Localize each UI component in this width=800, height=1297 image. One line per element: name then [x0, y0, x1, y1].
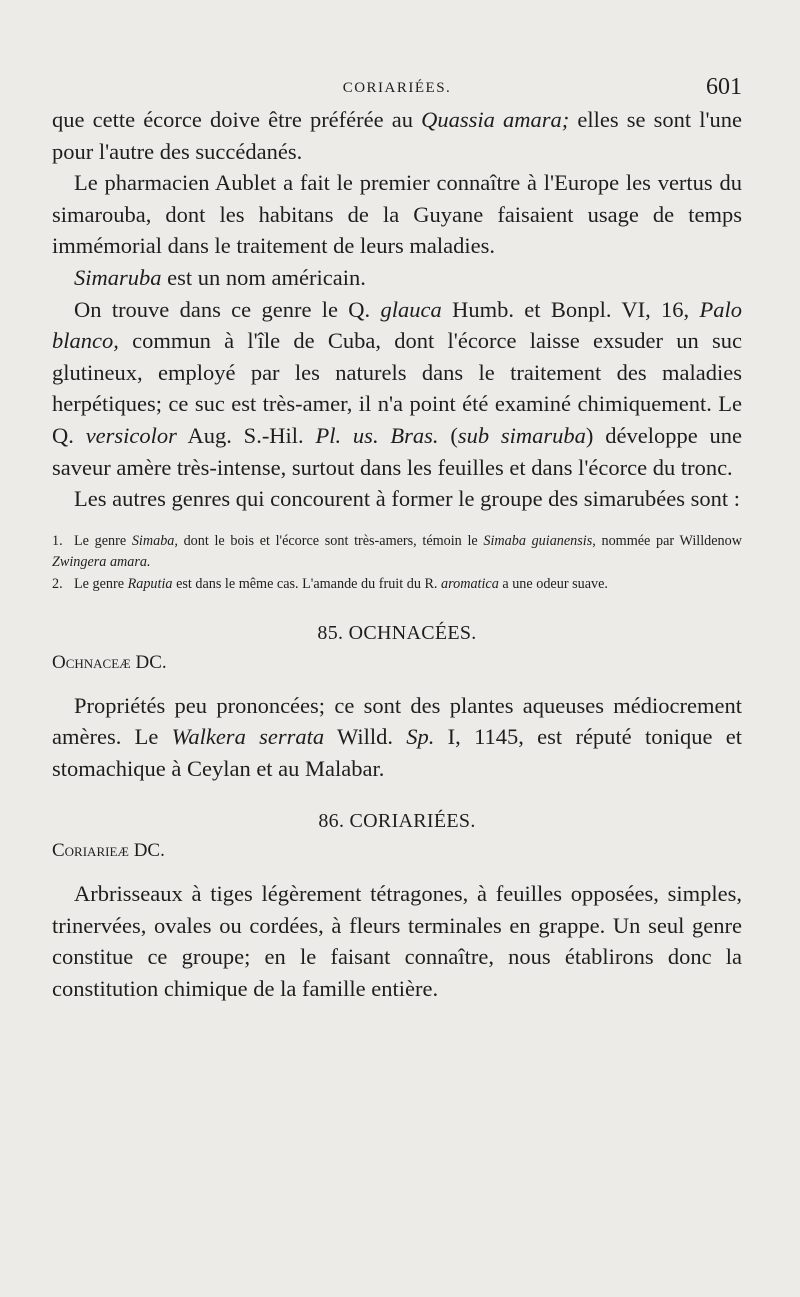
text-run: (: [438, 422, 458, 448]
text-run: Le genre: [74, 575, 128, 592]
italic-run: versicolor: [85, 422, 177, 448]
text-run: ) développe une saveur amère très-intense, surtout dans les feuilles et dans l'écorce du tronc.: [52, 422, 742, 480]
family-name-coriariees: Coriarieæ DC.: [52, 840, 165, 862]
text-run: est dans le même cas. L'amande du fruit du R.: [172, 575, 442, 592]
italic-run: Quassia amara;: [421, 107, 570, 132]
section-title-ochnacees: 85. OCHNACÉES.: [317, 621, 477, 644]
text-run: Le pharmacien Aublet a fait le premier connaître à l'Europe les vertus du simarouba, dont les habitans de la Guyane faisaient usage de temps immémorial dans le traitement de leurs maladies.: [52, 170, 742, 259]
italic-run: Simaba,: [131, 532, 178, 549]
paragraph-2: [52, 167, 742, 262]
text-run: dont le bois et l'écorce sont très-amers, témoin le: [177, 532, 484, 549]
text-run: a une odeur suave.: [498, 575, 608, 592]
paragraph-4: [52, 294, 742, 484]
paragraph-3: [52, 262, 742, 294]
paragraph-5: [52, 483, 742, 515]
italic-run: Sp.: [406, 724, 435, 750]
paragraph-ochnacees: [52, 690, 742, 785]
text-run: elles se sont l'une pour l'autre des succédanés.: [52, 107, 742, 164]
paragraph-coriariees: [52, 878, 742, 1004]
text-run: I, 1145, est réputé tonique et stomachique à Ceylan et au Malabar.: [52, 724, 742, 781]
italic-run: Simaruba: [74, 264, 162, 290]
paragraph-1: [52, 104, 742, 167]
page-header: [52, 74, 742, 104]
text-run: Willd.: [324, 724, 407, 750]
footnote-1: [52, 531, 742, 574]
page-number: 601: [706, 74, 742, 100]
italic-run: Pl. us. Bras.: [315, 422, 439, 448]
italic-run: Walkera serrata: [171, 724, 325, 750]
page-body: [52, 104, 742, 1005]
text-run: Les autres genres qui concourent à former le groupe des simarubées sont :: [74, 486, 741, 512]
text-run: Aug. S.-Hil.: [176, 422, 316, 448]
text-run: Humb. et Bonpl. VI, 16,: [441, 296, 700, 322]
family-name-ochnacees: Ochnaceæ DC.: [52, 651, 167, 673]
italic-run: Raputia: [127, 575, 173, 592]
italic-run: Zwingera amara.: [52, 554, 151, 571]
text-run: Propriétés peu prononcées; ce sont des plantes aqueuses médiocrement amères. Le: [52, 692, 742, 750]
text-run: que cette écorce doive être préférée au: [52, 107, 422, 132]
italic-run: aromatica: [441, 575, 499, 592]
italic-run: Simaba guianensis: [483, 532, 593, 549]
text-run: est un nom américain.: [161, 264, 366, 290]
text-run: commun à l'île de Cuba, dont l'écorce laisse exsuder un suc glutineux, employé par les naturels dans le traitement des maladies herpétiques; ce suc est très-amer, il n'a point été examiné chimiquement. Le Q.: [52, 328, 742, 448]
text-run: Le genre: [74, 532, 132, 549]
running-head: CORIARIÉES.: [342, 80, 452, 96]
footnote-number: 1.: [52, 532, 63, 549]
text-run: On trouve dans ce genre le Q.: [74, 296, 381, 322]
section-title-coriariees: 86. CORIARIÉES.: [318, 810, 476, 833]
italic-run: Palo blanco,: [52, 296, 742, 354]
footnote-number: 2.: [52, 575, 63, 592]
text-run: Arbrisseaux à tiges légèrement tétragones, à feuilles opposées, simples, trinervées, ovales ou cordées, à fleurs terminales en grappe. Un seul genre constitue ce groupe; en le faisant connaître, nous établirons donc la constitution chimique de la famille entière.: [52, 881, 742, 1002]
italic-run: sub simaruba: [457, 422, 586, 448]
footnote-2: [52, 574, 742, 596]
italic-run: glauca: [380, 296, 442, 322]
text-run: , nommée par Willdenow: [592, 532, 742, 549]
